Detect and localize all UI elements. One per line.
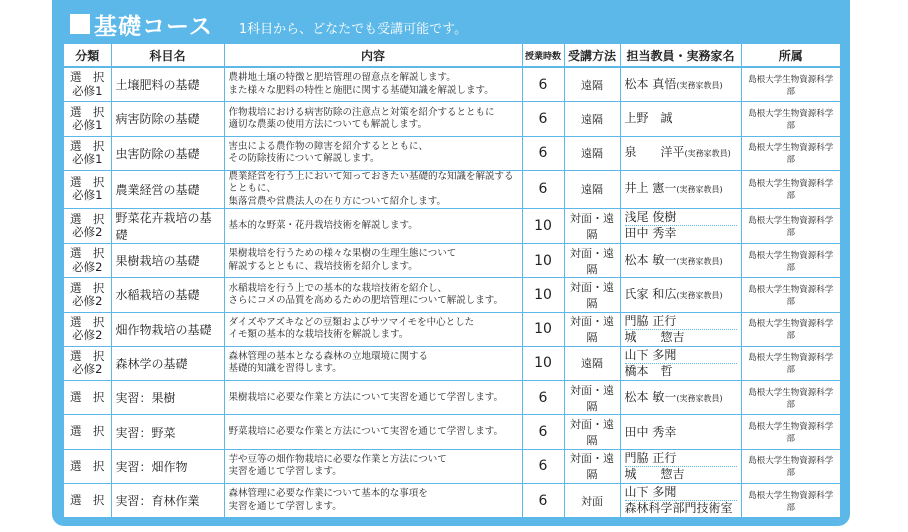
category-cell: 選 択 必修2 — [64, 346, 111, 380]
hours-cell: 10 — [522, 278, 564, 312]
teacher-role: (実務家教員) — [676, 290, 723, 300]
teacher-cell — [620, 136, 741, 170]
teacher-cell — [620, 170, 741, 208]
teacher-name: 松本 敏一(実務家教員) — [624, 389, 723, 404]
subject-cell: 実習：野菜 — [111, 415, 224, 449]
description-cell: 野菜栽培に必要な作業と方法について実習を通じて学習します。 — [224, 415, 522, 449]
subject-cell: 土壌肥料の基礎 — [111, 67, 224, 102]
category-cell: 選 択 — [64, 449, 111, 483]
course-title: 基礎コース — [94, 13, 213, 40]
affiliation-cell: 島根大学生物資源科学部 — [741, 415, 840, 449]
method-cell: 遠隔 — [564, 346, 620, 380]
category-cell: 選 択 — [64, 381, 111, 415]
affiliation-cell: 島根大学生物資源科学部 — [741, 136, 840, 170]
teacher-name: 松本 敏一(実務家教員) — [624, 252, 723, 267]
teacher-role: (実務家教員) — [676, 393, 723, 403]
affiliation-cell: 島根大学生物資源科学部 — [741, 67, 840, 102]
teacher-name: 山下 多聞 — [624, 347, 677, 362]
description-cell: 森林管理に必要な作業について基本的な事項を 実習を通じて学習します。 — [224, 484, 522, 518]
column-header: 受講方法 — [564, 44, 620, 67]
method-cell: 対面・遠隔 — [564, 208, 620, 243]
square-bullet-icon — [70, 14, 90, 34]
subject-cell: 実習：育林作業 — [111, 484, 224, 518]
description-cell: 害虫による農作物の障害を紹介するとともに、 その防除技術について解説します。 — [224, 136, 522, 170]
method-cell: 対面・遠隔 — [564, 278, 620, 312]
column-header: 担当教員・実務家名 — [620, 44, 741, 67]
teacher-cell — [620, 484, 741, 518]
method-cell: 遠隔 — [564, 170, 620, 208]
affiliation-cell: 島根大学生物資源科学部 — [741, 346, 840, 380]
table-row — [64, 170, 840, 208]
table-row — [64, 102, 840, 136]
subject-cell: 実習：果樹 — [111, 381, 224, 415]
teacher-cell — [620, 381, 741, 415]
teacher-cell — [620, 243, 741, 277]
hours-cell: 6 — [522, 415, 564, 449]
table-row — [64, 415, 840, 449]
method-cell: 対面・遠隔 — [564, 415, 620, 449]
hours-cell: 6 — [522, 484, 564, 518]
teacher-name: 泉 洋平(実務家教員) — [624, 145, 731, 160]
hours-cell: 6 — [522, 136, 564, 170]
affiliation-cell: 島根大学生物資源科学部 — [741, 243, 840, 277]
column-header: 分類 — [64, 44, 111, 67]
subject-cell: 森林学の基礎 — [111, 346, 224, 380]
method-cell: 対面 — [564, 484, 620, 518]
category-cell: 選 択 必修1 — [64, 102, 111, 136]
teacher-role: (実務家教員) — [676, 80, 723, 90]
category-cell: 選 択 必修1 — [64, 67, 111, 102]
teacher-cell — [620, 208, 741, 243]
affiliation-cell: 島根大学生物資源科学部 — [741, 278, 840, 312]
subject-cell: 野菜花卉栽培の基礎 — [111, 208, 224, 243]
teacher-name: 山下 多聞 — [624, 485, 677, 500]
subject-cell: 農業経営の基礎 — [111, 170, 224, 208]
description-cell: 果樹栽培に必要な作業と方法について実習を通じて学習します。 — [224, 381, 522, 415]
method-cell: 遠隔 — [564, 136, 620, 170]
affiliation-cell: 島根大学生物資源科学部 — [741, 449, 840, 483]
category-cell: 選 択 必修1 — [64, 170, 111, 208]
affiliation-cell: 島根大学生物資源科学部 — [748, 490, 834, 513]
hours-cell: 6 — [522, 381, 564, 415]
teacher-name: 城 惣吉 — [625, 466, 737, 482]
category-cell: 選 択 必修2 — [64, 278, 111, 312]
teacher-cell — [620, 449, 741, 483]
method-cell: 遠隔 — [564, 67, 620, 102]
teacher-role: (実務家教員) — [684, 149, 731, 159]
description-cell: 水稲栽培を行う上での基本的な栽培技術を紹介し、 さらにコメの品質を高めるための肥培管理について解説します。 — [224, 278, 522, 312]
method-cell: 遠隔 — [564, 102, 620, 136]
teacher-name: 門脇 正行 — [624, 450, 677, 465]
course-table — [64, 44, 840, 517]
category-cell: 選 択 必修2 — [64, 208, 111, 243]
description-cell: 果樹栽培を行うための様々な果樹の生理生態について 解説するとともに、栽培技術を紹介します。 — [224, 243, 522, 277]
method-cell: 対面・遠隔 — [564, 449, 620, 483]
teacher-name: 松本 真悟(実務家教員) — [624, 76, 723, 91]
table-row — [64, 346, 840, 380]
method-cell: 対面・遠隔 — [564, 312, 620, 346]
teacher-cell — [620, 346, 741, 380]
affiliation-cell: 島根大学生物資源科学部 — [741, 312, 840, 346]
teacher-cell — [620, 278, 741, 312]
table-row — [64, 381, 840, 415]
teacher-name: 橋本 哲 — [625, 363, 737, 379]
hours-cell: 6 — [522, 67, 564, 102]
description-cell: 芋や豆等の畑作物栽培に必要な作業と方法について 実習を通じて学習します。 — [224, 449, 522, 483]
description-cell: 農業経営を行う上において知っておきたい基礎的な知識を解説するとともに、 集落営農や営農法人の在り方について紹介します。 — [224, 170, 522, 208]
hours-cell: 10 — [522, 243, 564, 277]
column-header: 所属 — [741, 44, 840, 67]
description-cell: 基本的な野菜・花丹栽培技術を解説します。 — [224, 208, 522, 243]
subject-cell: 畑作物栽培の基礎 — [111, 312, 224, 346]
teacher-role: (実務家教員) — [676, 256, 723, 266]
table-row — [64, 449, 840, 483]
teacher-name: 城 惣吉 — [625, 329, 737, 345]
column-header: 科目名 — [111, 44, 224, 67]
teacher-name: 門脇 正行 — [624, 313, 677, 328]
affiliation-cell: 島根大学生物資源科学部 — [741, 381, 840, 415]
teacher-cell — [620, 415, 741, 449]
teacher-cell — [620, 312, 741, 346]
hours-cell: 10 — [522, 346, 564, 380]
course-header — [70, 8, 467, 40]
teacher-name: 田中 秀幸 — [624, 424, 677, 439]
description-cell: 農耕地土壌の特徴と肥培管理の留意点を解説します。 また様々な肥料の特性と施肥に関する基礎知識を解説します。 — [224, 67, 522, 102]
table-row — [64, 278, 840, 312]
subject-cell: 果樹栽培の基礎 — [111, 243, 224, 277]
category-cell: 選 択 必修1 — [64, 136, 111, 170]
table-header-row — [64, 44, 840, 67]
description-cell: ダイズやアズキなどの豆類およびサツマイモを中心とした イモ類の基本的な栽培技術を解説します。 — [224, 312, 522, 346]
table-row — [64, 208, 840, 243]
category-cell: 選 択 — [64, 415, 111, 449]
teacher-role: (実務家教員) — [676, 185, 723, 195]
hours-cell: 10 — [522, 312, 564, 346]
description-cell: 森林管理の基本となる森林の立地環境に関する 基礎的知識を習得します。 — [224, 346, 522, 380]
teacher-name: 上野 誠 — [624, 111, 673, 126]
table-row — [64, 484, 840, 518]
column-header: 授業時数 — [522, 44, 564, 67]
teacher-name: 田中 秀幸 — [625, 225, 737, 241]
subject-cell: 虫害防除の基礎 — [111, 136, 224, 170]
teacher-name: 浅尾 俊樹 — [624, 210, 677, 225]
method-cell: 対面・遠隔 — [564, 243, 620, 277]
teacher-name: 氏家 和広(実務家教員) — [624, 286, 723, 301]
table-row — [64, 312, 840, 346]
course-subtitle: 1科目から、どなたでも受講可能です。 — [238, 21, 468, 37]
hours-cell: 10 — [522, 208, 564, 243]
subject-cell: 実習：畑作物 — [111, 449, 224, 483]
teacher-cell — [620, 67, 741, 102]
affiliation-cell: 島根大学生物資源科学部 — [741, 170, 840, 208]
method-cell: 対面・遠隔 — [564, 381, 620, 415]
table-row — [64, 243, 840, 277]
hours-cell: 6 — [522, 170, 564, 208]
column-header: 内容 — [224, 44, 522, 67]
table-row — [64, 67, 840, 102]
hours-cell: 6 — [522, 102, 564, 136]
hours-cell: 6 — [522, 449, 564, 483]
teacher-name: 井上 憲一(実務家教員) — [624, 181, 723, 196]
affiliation-cell: 島根大学生物資源科学部 — [741, 102, 840, 136]
category-cell: 選 択 — [64, 484, 111, 518]
subject-cell: 水稲栽培の基礎 — [111, 278, 224, 312]
table-row — [64, 136, 840, 170]
affiliation-cell: 島根大学生物資源科学部 — [741, 208, 840, 243]
teacher-cell — [620, 102, 741, 136]
category-cell: 選 択 必修2 — [64, 243, 111, 277]
category-cell: 選 択 必修2 — [64, 312, 111, 346]
subject-cell: 病害防除の基礎 — [111, 102, 224, 136]
teacher-name: 森林科学部門技術室 — [625, 500, 737, 516]
description-cell: 作物栽培における病害防除の注意点と対策を紹介するとともに 適切な農薬の使用方法についても解説します。 — [224, 102, 522, 136]
